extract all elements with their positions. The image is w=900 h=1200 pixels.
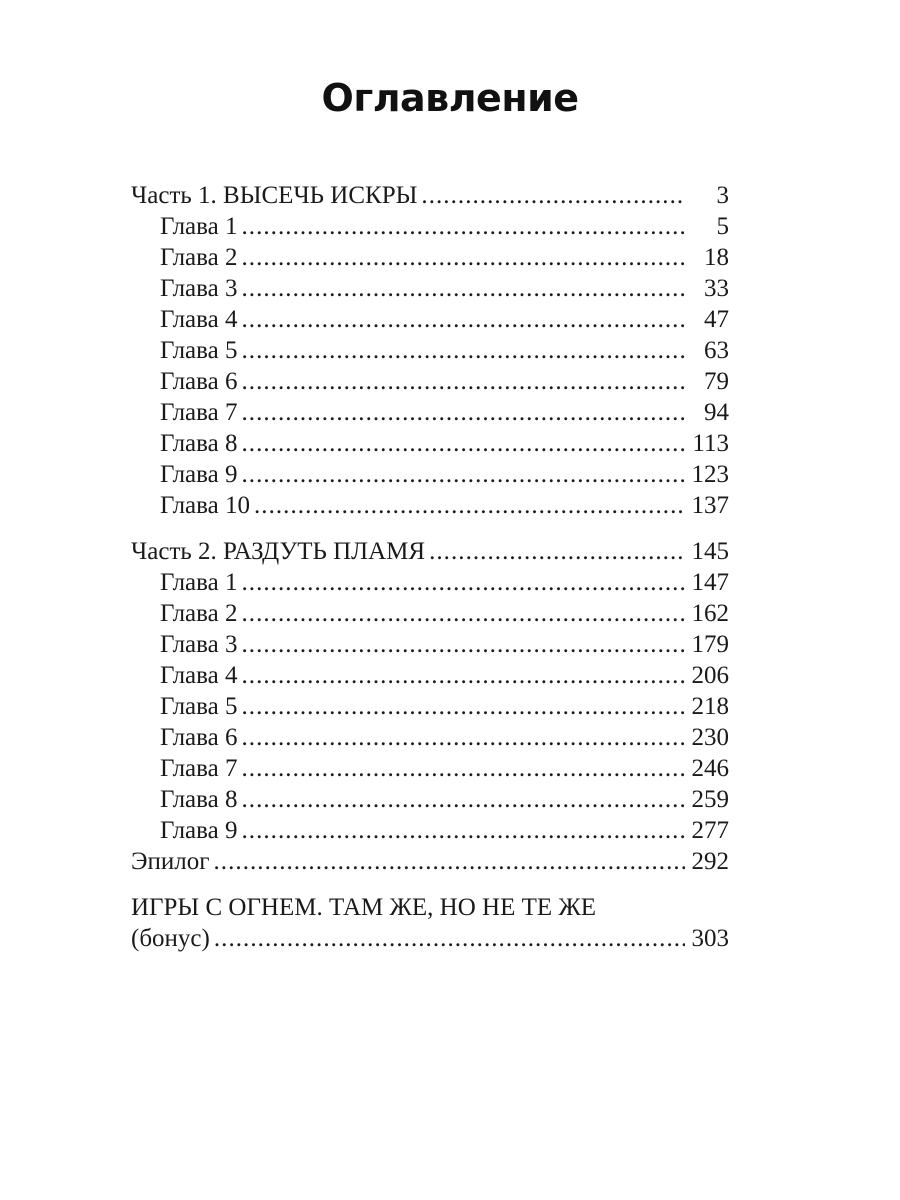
toc-chapter-label: Глава 1 [160,213,238,240]
toc-epilogue[interactable] [131,846,729,877]
toc-chapter-label: Глава 1 [160,569,238,596]
dot-leader [241,784,685,815]
toc-page-number: 113 [692,430,729,457]
toc-chapter[interactable] [131,567,729,598]
toc-page-number: 145 [691,538,729,565]
toc-chapter-label: Глава 2 [160,244,238,271]
dot-leader [241,304,685,335]
toc-page-number: 18 [704,244,729,271]
table-of-contents [131,180,729,954]
dot-leader [241,335,685,366]
toc-page-number: 162 [691,600,729,627]
dot-leader [241,242,685,273]
toc-chapter-label: Глава 8 [160,786,238,813]
toc-chapter[interactable] [131,304,729,335]
dot-leader [241,273,685,304]
toc-chapter[interactable] [131,784,729,815]
toc-page-number: 206 [691,662,729,689]
toc-page-number: 123 [691,461,729,488]
toc-page-number: 218 [691,693,729,720]
toc-chapter[interactable] [131,753,729,784]
dot-leader [214,923,685,954]
dot-leader [241,459,685,490]
toc-page-number: 147 [691,569,729,596]
dot-leader [214,846,686,877]
toc-page-number: 137 [691,492,729,519]
toc-chapter[interactable] [131,459,729,490]
toc-part-2[interactable] [131,536,729,567]
toc-page-number: 179 [691,631,729,658]
toc-page-number: 5 [716,213,729,240]
toc-page-number: 33 [704,275,729,302]
toc-chapter[interactable] [131,691,729,722]
toc-page-number: 230 [691,724,729,751]
dot-leader [241,598,685,629]
dot-leader [241,691,685,722]
toc-chapter[interactable] [131,815,729,846]
dot-leader [241,428,685,459]
toc-part-label: Часть 1. ВЫСЕЧЬ ИСКРЫ [131,182,418,209]
toc-page-number: 47 [704,306,729,333]
toc-page-number: 277 [691,817,729,844]
toc-chapter-label: Глава 2 [160,600,238,627]
toc-chapter[interactable] [131,722,729,753]
toc-chapter-label: Глава 6 [160,368,238,395]
toc-chapter-label: Глава 9 [160,817,238,844]
toc-bonus-label: ИГРЫ С ОГНЕМ. ТАМ ЖЕ, НО НЕ ТЕ ЖЕ [131,894,597,921]
toc-page-number: 246 [691,755,729,782]
toc-page-number: 94 [704,399,729,426]
toc-chapter-label: Глава 7 [160,399,238,426]
toc-chapter[interactable] [131,335,729,366]
toc-chapter[interactable] [131,397,729,428]
toc-chapter-label: Глава 4 [160,306,238,333]
toc-chapter-label: Глава 8 [160,430,238,457]
toc-chapter-label: Глава 6 [160,724,238,751]
dot-leader [241,397,685,428]
dot-leader [241,753,685,784]
toc-chapter-label: Глава 4 [160,662,238,689]
toc-chapter-label: Глава 7 [160,755,238,782]
toc-chapter[interactable] [131,629,729,660]
toc-page-number: 3 [716,182,729,209]
dot-leader [421,180,685,211]
toc-page-number: 63 [704,337,729,364]
dot-leader [254,490,685,521]
toc-chapter[interactable] [131,660,729,691]
toc-chapter[interactable] [131,598,729,629]
toc-bonus[interactable] [131,923,729,954]
page-title: Оглавление [321,76,579,120]
toc-chapter-label: Глава 5 [160,693,238,720]
toc-part-1[interactable] [131,180,729,211]
toc-chapter-label: Глава 3 [160,631,238,658]
toc-bonus-title[interactable] [131,892,729,923]
toc-page-number: 303 [691,925,729,952]
dot-leader [241,211,685,242]
dot-leader [241,629,685,660]
toc-chapter-label: Глава 10 [160,492,250,519]
toc-part-label: Часть 2. РАЗДУТЬ ПЛАМЯ [131,538,426,565]
dot-leader [241,660,685,691]
toc-chapter-label: Глава 5 [160,337,238,364]
dot-leader [241,722,685,753]
toc-page-number: 79 [704,368,729,395]
toc-chapter-label: Глава 3 [160,275,238,302]
toc-page-number: 259 [691,786,729,813]
toc-chapter[interactable] [131,490,729,521]
dot-leader [241,366,685,397]
toc-chapter[interactable] [131,242,729,273]
toc-epilogue-label: Эпилог [131,848,210,875]
toc-chapter-label: Глава 9 [160,461,238,488]
toc-bonus-sublabel: (бонус) [131,925,210,952]
dot-leader [241,567,685,598]
toc-page-number: 292 [691,848,729,875]
toc-chapter[interactable] [131,211,729,242]
dot-leader [429,536,685,567]
toc-chapter[interactable] [131,366,729,397]
toc-chapter[interactable] [131,428,729,459]
toc-chapter[interactable] [131,273,729,304]
dot-leader [241,815,685,846]
